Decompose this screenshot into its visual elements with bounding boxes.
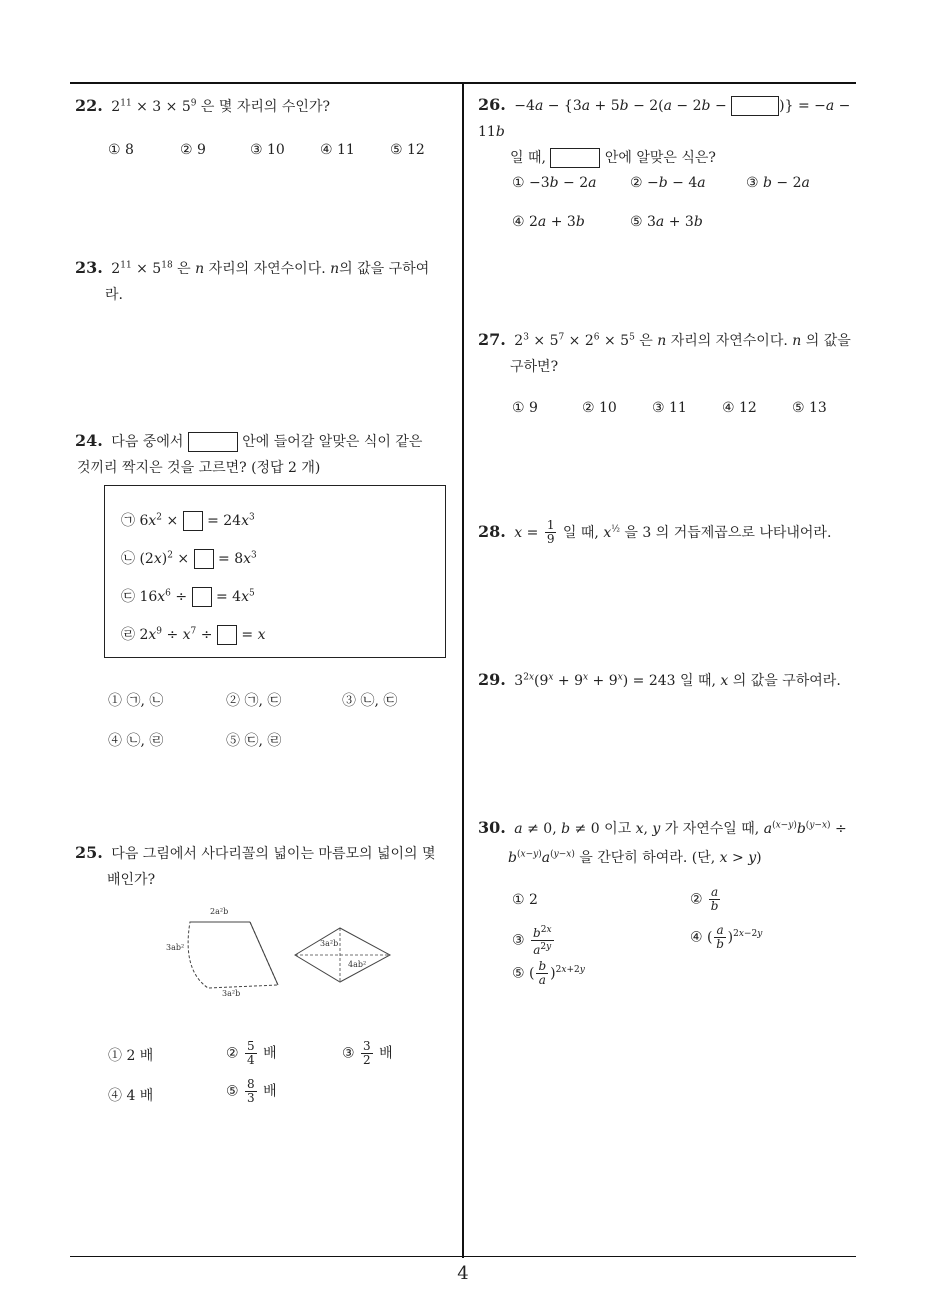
question-number: 22. bbox=[75, 95, 103, 115]
option-1[interactable]: ① ㉠, ㉡ bbox=[108, 693, 164, 709]
question-text: 다음 그림에서 사다리꼴의 넓이는 마름모의 넓이의 몇 bbox=[111, 846, 436, 862]
question-number: 28. bbox=[478, 521, 506, 541]
question-text: $2^3 \times 5^7 \times 2^6 \times 5^5$ 은 n 자리의 자연수이다. n 의 값을 bbox=[514, 332, 851, 349]
question-text: a ≠ 0, b ≠ 0 이고 x, y 가 자연수일 때, $a^{(x-y)}b^{(y-x)}$ ÷ bbox=[514, 820, 847, 837]
question-text-cont: 구하면? bbox=[510, 358, 559, 375]
figure-trapezoid-rhombus bbox=[160, 900, 400, 1000]
option-4[interactable]: ④ ( $\frac{a}{b}$ )$^{2x-2y}$ bbox=[690, 923, 763, 951]
box-item-b: ㉡ $(2x)^2$ × = $8x^3$ bbox=[121, 550, 257, 567]
box-item-a: ㉠ $6x^2$ × = $24x^3$ bbox=[121, 512, 255, 529]
option-3[interactable]: ③ b − 2a bbox=[746, 175, 810, 191]
question-text-cont: 라. bbox=[105, 286, 123, 303]
option-5[interactable]: ⑤ ㉢, ㉣ bbox=[226, 733, 282, 749]
option-2[interactable]: ② −b − 4a bbox=[630, 175, 706, 191]
question-text: −4a − {3a + 5b − 2(a − 2b − )} = −a − 11b bbox=[478, 98, 851, 140]
option-4[interactable]: ④ 11 bbox=[320, 142, 355, 158]
question-number: 24. bbox=[75, 431, 103, 450]
option-1[interactable]: ① 9 bbox=[512, 400, 538, 416]
question-number: 23. bbox=[75, 257, 103, 277]
option-1[interactable]: ① −3b − 2a bbox=[512, 175, 597, 191]
page-number: 4 bbox=[457, 1263, 469, 1284]
option-4[interactable]: ④ 2a + 3b bbox=[512, 214, 585, 230]
question-number: 27. bbox=[478, 329, 506, 349]
question-22 bbox=[75, 90, 460, 120]
question-26 bbox=[478, 92, 863, 171]
option-2[interactable]: ② 9 bbox=[180, 142, 206, 158]
question-number: 30. bbox=[478, 817, 506, 837]
option-1[interactable]: ① 2 bbox=[512, 892, 538, 908]
label-height: 3ab² bbox=[166, 943, 185, 952]
option-1[interactable]: ① 2 배 bbox=[108, 1048, 154, 1064]
box-item-d: ㉣ $2x^9 \div x^7$ ÷ = x bbox=[121, 626, 266, 643]
option-2[interactable]: ② 10 bbox=[582, 400, 617, 416]
option-5[interactable]: ⑤ ( $\frac{b}{a}$ )$^{2x+2y}$ bbox=[512, 959, 585, 987]
question-text: $2^{11} \times 5^{18}$ 은 n 자리의 자연수이다. n의 값을 구하여 bbox=[111, 260, 430, 277]
option-4[interactable]: ④ 4 배 bbox=[108, 1088, 154, 1104]
question-text-cont: $b^{(x-y)}a^{(y-x)}$ 을 간단히 하여라. (단, x > y) bbox=[508, 849, 762, 867]
box-item-c: ㉢ $16x^6$ ÷ = $4x^5$ bbox=[121, 588, 255, 605]
question-number: 25. bbox=[75, 843, 103, 862]
option-3[interactable]: ③ ㉡, ㉢ bbox=[342, 693, 398, 709]
question-24 bbox=[75, 428, 460, 481]
option-2[interactable]: ② ㉠, ㉢ bbox=[226, 693, 282, 709]
option-5[interactable]: ⑤ $\frac{8}{3}$ 배 bbox=[226, 1077, 277, 1105]
question-27 bbox=[478, 324, 863, 380]
question-text: $2^{11} \times 3 \times 5^9$ 은 몇 자리의 수인가? bbox=[111, 98, 330, 115]
question-28 bbox=[478, 516, 863, 546]
bottom-rule bbox=[70, 1256, 856, 1257]
question-text: 다음 중에서 안에 들어갈 알맞은 식이 같은 bbox=[111, 434, 423, 450]
option-3[interactable]: ③ 10 bbox=[250, 142, 285, 158]
option-5[interactable]: ⑤ 12 bbox=[390, 142, 425, 158]
option-5[interactable]: ⑤ 3a + 3b bbox=[630, 214, 703, 230]
option-5[interactable]: ⑤ 13 bbox=[792, 400, 827, 416]
question-text-cont: 배인가? bbox=[107, 872, 156, 888]
option-1[interactable]: ① 8 bbox=[108, 142, 134, 158]
option-3[interactable]: ③ 11 bbox=[652, 400, 687, 416]
question-text: $3^{2x}(9^x + 9^x + 9^x) = 243$ 일 때, x 의 값을 구하여라. bbox=[514, 672, 841, 689]
answer-box bbox=[104, 485, 446, 658]
label-diag2: 4ab² bbox=[348, 960, 367, 969]
option-3[interactable]: ③ $\frac{3}{2}$ 배 bbox=[342, 1039, 393, 1067]
option-4[interactable]: ④ ㉡, ㉣ bbox=[108, 733, 164, 749]
option-3[interactable]: ③ $\frac{b^{2x}}{a^{2y}}$ bbox=[512, 925, 552, 957]
question-number: 26. bbox=[478, 95, 506, 114]
label-bottom: 3a²b bbox=[222, 989, 241, 998]
question-29 bbox=[478, 664, 863, 694]
question-23 bbox=[75, 252, 460, 308]
label-diag1: 3a²b bbox=[320, 939, 339, 948]
question-30 bbox=[478, 812, 863, 871]
option-4[interactable]: ④ 12 bbox=[722, 400, 757, 416]
option-2[interactable]: ② $\frac{a}{b}$ bbox=[690, 885, 719, 913]
column-divider bbox=[462, 82, 464, 1258]
question-text-cont: 것끼리 짝지은 것을 고르면? (정답 2 개) bbox=[77, 460, 321, 476]
question-text-cont: 일 때, 안에 알맞은 식은? bbox=[510, 150, 716, 166]
question-number: 29. bbox=[478, 669, 506, 689]
label-top: 2a²b bbox=[210, 907, 229, 916]
question-25 bbox=[75, 840, 460, 893]
option-2[interactable]: ② $\frac{5}{4}$ 배 bbox=[226, 1039, 277, 1067]
question-text: x = $\frac{1}{9}$ 일 때, $x^{\frac{1}{2}}$ 을 3 의 거듭제곱으로 나타내어라. bbox=[514, 518, 832, 547]
